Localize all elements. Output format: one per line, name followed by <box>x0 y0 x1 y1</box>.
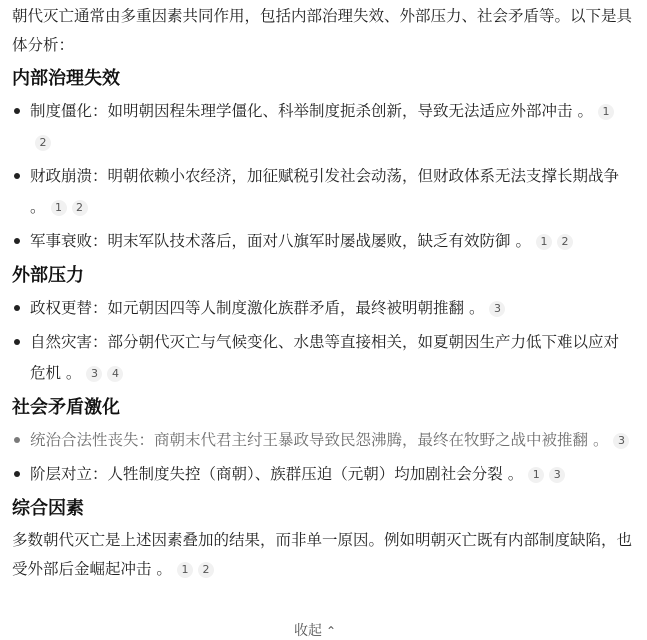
bullet-icon <box>14 238 20 244</box>
summary-paragraph <box>12 526 634 584</box>
list-item <box>12 226 634 257</box>
bullet-icon <box>14 173 20 179</box>
section-summary <box>12 496 634 584</box>
item-text: 如元朝因四等人制度激化族群矛盾，最终被明朝推翻 。 <box>107 299 485 317</box>
section-heading: 综合因素 <box>12 498 84 519</box>
section-heading: 社会矛盾激化 <box>12 397 120 418</box>
list-item <box>12 327 634 389</box>
citation-badge[interactable]: 1 <box>51 200 67 216</box>
bullet-icon <box>14 471 20 477</box>
list-item <box>12 425 634 456</box>
item-label: 政权更替 <box>30 299 93 317</box>
collapse-button[interactable] <box>294 620 336 640</box>
citation-badge[interactable]: 1 <box>598 104 614 120</box>
summary-text: 多数朝代灭亡是上述因素叠加的结果，而非单一原因。例如明朝灭亡既有内部制度缺陷，也受外部后金崛起冲击 。 <box>12 531 633 578</box>
bullet-icon <box>14 108 20 114</box>
item-separator: ： <box>92 102 108 120</box>
item-separator: ： <box>138 431 155 449</box>
list-item <box>12 96 634 158</box>
citation-badge[interactable]: 3 <box>86 366 102 382</box>
section-internal-governance <box>12 66 634 257</box>
citation-badge[interactable]: 1 <box>528 467 544 483</box>
item-label: 财政崩溃 <box>30 167 93 185</box>
item-label: 自然灾害 <box>30 333 93 351</box>
item-separator: ： <box>92 465 108 483</box>
list-item <box>12 293 634 324</box>
citation-badge[interactable]: 2 <box>72 200 88 216</box>
citation-badge[interactable]: 3 <box>549 467 565 483</box>
intro-paragraph: 朝代灭亡通常由多重因素共同作用，包括内部治理失效、外部压力、社会矛盾等。以下是具体分析： <box>12 7 633 54</box>
item-text: 人牲制度失控（商朝）、族群压迫（元朝）均加剧社会分裂 。 <box>107 465 524 483</box>
bullet-icon <box>14 437 20 443</box>
list-item <box>12 459 634 490</box>
item-label: 阶层对立 <box>30 465 93 483</box>
citation-badge[interactable]: 4 <box>107 366 123 382</box>
citation-badge[interactable]: 1 <box>536 234 552 250</box>
item-text: 部分朝代灭亡与气候变化、水患等直接相关，如夏朝因生产力低下难以应对危机 。 <box>30 333 620 382</box>
section-external-pressure <box>12 263 634 389</box>
item-separator: ： <box>92 333 108 351</box>
item-text: 如明朝因程朱理学僵化、科举制度扼杀创新，导致无法适应外部冲击 。 <box>107 102 593 120</box>
bullet-list <box>12 96 634 257</box>
section-heading: 外部压力 <box>12 265 84 286</box>
citation-badge[interactable]: 2 <box>557 234 573 250</box>
item-separator: ： <box>92 232 108 250</box>
item-text: 商朝末代君主纣王暴政导致民怨沸腾，最终在牧野之战中被推翻 。 <box>154 431 609 449</box>
bullet-icon <box>14 305 20 311</box>
chevron-up-icon: ⌃ <box>326 624 337 638</box>
bullet-icon <box>14 339 20 345</box>
citation-badge[interactable]: 2 <box>198 562 214 578</box>
item-text: 明末军队技术落后，面对八旗军时屡战屡败，缺乏有效防御 。 <box>107 232 531 250</box>
list-item <box>12 161 634 223</box>
bullet-list <box>12 425 634 490</box>
section-heading: 内部治理失效 <box>12 68 120 89</box>
item-separator: ： <box>92 167 108 185</box>
section-social-conflict <box>12 395 634 490</box>
citation-badge[interactable]: 3 <box>613 433 629 449</box>
answer-content <box>12 2 634 586</box>
bullet-list <box>12 293 634 389</box>
citation-badge[interactable]: 3 <box>489 301 505 317</box>
item-label: 统治合法性丧失 <box>30 431 139 449</box>
citation-badge[interactable]: 1 <box>177 562 193 578</box>
item-separator: ： <box>92 299 108 317</box>
citation-badge[interactable]: 2 <box>35 135 51 151</box>
item-label: 制度僵化 <box>30 102 93 120</box>
item-label: 军事衰败 <box>30 232 93 250</box>
collapse-label: 收起 <box>294 623 322 639</box>
item-text: 明朝依赖小农经济，加征赋税引发社会动荡，但财政体系无法支撑长期战争 。 <box>30 167 620 216</box>
